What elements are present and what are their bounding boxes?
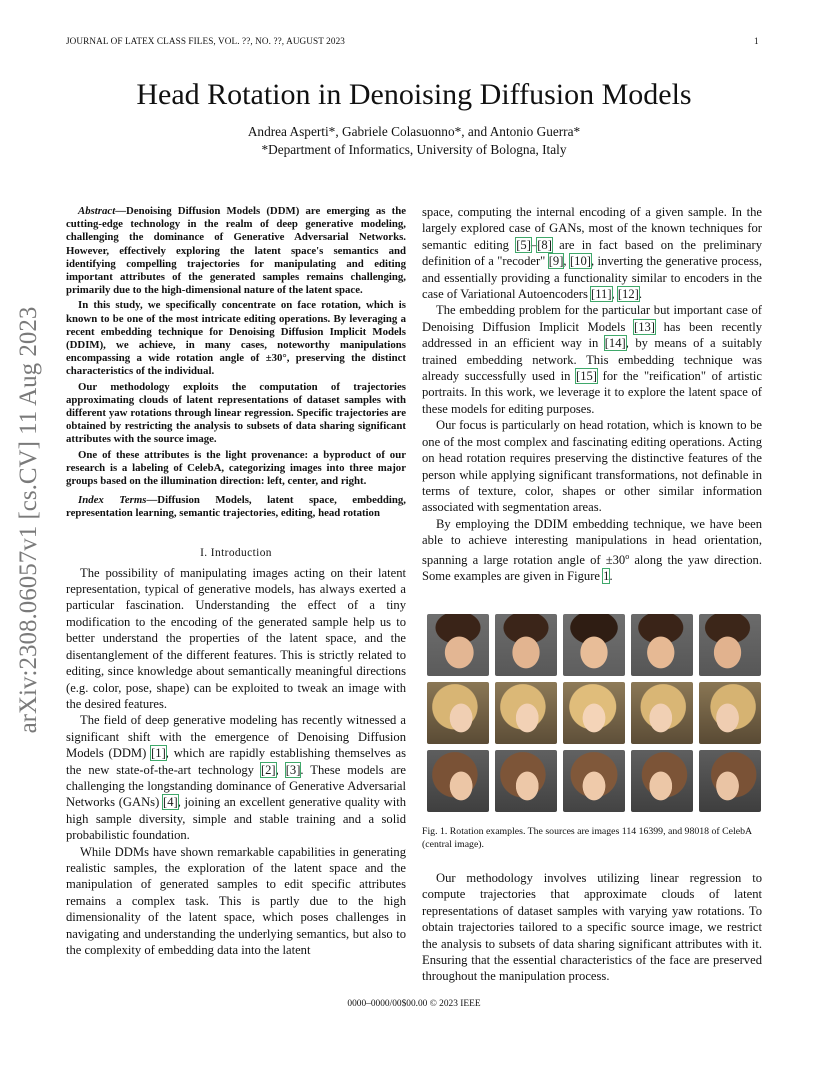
running-header: JOURNAL OF LATEX CLASS FILES, VOL. ??, NO. ??, AUGUST 2023 — [66, 36, 345, 46]
text-span: , joining an excellent generative quality with high sample diversity, simple and stable training and a solid probabilistic foundation. — [66, 795, 407, 843]
face-image-row1-col1 — [427, 614, 489, 676]
intro-paragraph-3: While DDMs have shown remarkable capabilities in generating realistic samples, the exploration of the latent space and the manipulation of generated samples to edit specific attributes remains a complex task. This is partly due to the high dimensionality of the latent space, which poses challenges in navigating and understanding the underlying semantics, but also to the complexity of embedding data into the latent — [66, 844, 406, 958]
text-span: The embedding problem for the particular but important case of Denoising Diffusion Implicit Models — [422, 303, 762, 334]
face-image-row1-col2 — [495, 614, 557, 676]
figure-link[interactable]: 1 — [603, 569, 610, 584]
index-terms — [66, 494, 406, 520]
text-span: along the yaw direction. Some examples are given in Figure — [422, 552, 762, 584]
citation-link[interactable]: [2] — [260, 762, 276, 777]
text-span: , — [563, 254, 570, 269]
right-column-lower — [422, 870, 762, 985]
text-span: for the "reification" of artistic portraits. In this work, we leverage it to explore the latent space of these models for editing purposes. — [422, 369, 762, 416]
abstract-paragraph-4: One of these attributes is the light provenance: a byproduct of our research is a labeling of CelebA, categorizing images into three major groups based on the illumination direction: left, center, and right. — [66, 448, 406, 488]
text-span: , by means of a suitably trained embedding network. This embedding technique was already successfully used in — [422, 336, 762, 384]
abstract-paragraph-3: Our methodology exploits the computation of trajectories approximating clouds of latent representations of dataset samples with different yaw rotations through linear regression. Specific trajectories are obtained by restricting the analysis to subsets of data sharing significant attributes with the source image. — [66, 380, 406, 446]
face-image-row2-col3 — [563, 682, 625, 744]
right-paragraph-1 — [422, 204, 762, 302]
face-image-row2-col5 — [699, 682, 761, 744]
face-image-row2-col2 — [495, 682, 557, 744]
index-terms-text: —Diffusion Models, latent space, embedding, representation learning, semantic trajectories, editing, head rotation — [66, 494, 406, 520]
abstract-text-1: —Denoising Diffusion Models (DDM) are emerging as the cutting-edge technology in the realm of deep generative modeling, challenging the dominance of Generative Adversarial Networks. However, effectively exploring the latent space's semantics and identifying compelling trajectories for manipulating and editing important attributes of the generated samples remains challenging, primarily due to the high-dimensional nature of the latent space. — [66, 205, 406, 297]
abstract-paragraph-2: In this study, we specifically concentrate on face rotation, which is known to be one of the most intricate editing operations. By leveraging a recent embedding technique for Denoising Diffusion Implicit Models (DDIM), we achieve, in many cases, noteworthy manipulations encompassing a wide rotation angle of ±30°, preserving the distinct characteristics of the individual. — [66, 299, 406, 378]
text-span: By employing the DDIM embedding technique, we have been able to achieve interesting manipulations in head orientation, spanning a large rotation angle of ±30 — [422, 516, 762, 567]
citation-link[interactable]: [10] — [569, 254, 591, 269]
text-span: The field of deep generative modeling has recently witnessed a significant shift with the emergence of Denoising Diffusion Models (DDM) — [66, 713, 406, 761]
text-span: space, computing the internal encoding of a given sample. In the largely explored case of GANs, most of the known techniques for semantic editing — [422, 205, 762, 252]
text-span: , — [611, 287, 618, 302]
citation-link[interactable]: [8] — [537, 237, 552, 252]
text-span: has been recently addressed in an efficient way in — [422, 319, 762, 351]
text-span: . — [638, 287, 642, 302]
text-span: . These models are challenging the longstanding dominance of Generative Adversarial Networks (GANs) — [66, 762, 406, 810]
right-column — [422, 204, 762, 585]
citation-link[interactable]: [4] — [163, 795, 178, 810]
face-image-row1-col5 — [699, 614, 761, 676]
page-number: 1 — [754, 36, 759, 46]
citation-link[interactable]: [9] — [548, 254, 564, 269]
text-span: . — [609, 569, 613, 584]
copyright-footer: 0000–0000/00$00.00 © 2023 IEEE — [347, 999, 481, 1009]
section-heading-introduction: I. Introduction — [200, 546, 272, 559]
arxiv-id-text: arXiv:2308.06057v1 [cs.CV] 11 Aug 2023 — [15, 306, 42, 734]
degree-superscript: o — [625, 551, 630, 561]
author-list: Andrea Asperti*, Gabriele Colasuonno*, and Antonio Guerra* — [247, 124, 581, 139]
text-span: , inverting the generative process, and essentially providing a functionality similar to encoders in the case of Variational Autoencoders — [422, 254, 762, 302]
face-image-row3-col5 — [699, 750, 761, 812]
face-image-row1-col3 — [563, 614, 625, 676]
paper-title: Head Rotation in Denoising Diffusion Models — [136, 78, 692, 111]
face-image-row3-col2 — [495, 750, 557, 812]
right-paragraph-3: Our focus is particularly on head rotation, which is known to be one of the most complex and fascinating editing operations. Acting on head rotation requires preserving the distinctive features of the person while applying significant transformations, not definable in terms of texture, color, shapes or other similar information associated with segmentation areas. — [422, 418, 762, 515]
abstract-label: Abstract — [78, 205, 116, 217]
face-image-row2-col4 — [631, 682, 693, 744]
right-paragraph-2 — [422, 302, 762, 417]
face-image-row2-col1 — [427, 682, 489, 744]
citation-link[interactable]: [11] — [591, 287, 612, 302]
face-image-row3-col1 — [427, 750, 489, 812]
intro-paragraph-1: The possibility of manipulating images acting on their latent representation, typical of generative models, has always exerted a particular fascination. Understanding the effect of a tiny modification to the encoding of the generated sample help us to better understand the properties of the latent space, and the disentanglement of the different features. This is strictly related to editing, since knowledge about semantically meaningful directions (e.g. color, pose, shape) can be exploited to tweak an image with the desired features. — [66, 565, 406, 711]
citation-link[interactable]: [1] — [151, 746, 166, 761]
citation-link[interactable]: [3] — [285, 762, 301, 777]
face-image-row1-col4 — [631, 614, 693, 676]
citation-link[interactable]: [15] — [576, 369, 597, 384]
face-image-row3-col3 — [563, 750, 625, 812]
citation-link[interactable]: [5] — [516, 237, 531, 252]
text-span: – — [530, 237, 538, 252]
figure-1-image-grid — [427, 614, 761, 812]
abstract-paragraph-1 — [66, 205, 406, 297]
citation-link[interactable]: [13] — [634, 319, 655, 334]
left-column — [66, 205, 406, 958]
text-span: , which are rapidly establishing themselves as the new state-of-the-art technology — [66, 746, 406, 777]
face-image-row3-col4 — [631, 750, 693, 812]
citation-link[interactable]: [14] — [604, 336, 626, 351]
right-paragraph-4 — [422, 516, 762, 585]
intro-paragraph-2 — [66, 712, 406, 843]
affiliation: *Department of Informatics, University of Bologna, Italy — [261, 142, 567, 157]
figure-caption: Fig. 1. Rotation examples. The sources are images 114 16399, and 98018 of CelebA (central image). — [422, 826, 752, 850]
index-terms-label: Index Terms — [78, 494, 147, 507]
text-span: , — [275, 762, 286, 777]
arxiv-stamp — [14, 280, 44, 760]
text-span: are in fact based on the preliminary definition of a "recoder" — [422, 237, 762, 269]
right-paragraph-5: Our methodology involves utilizing linear regression to compute trajectories that approximate clouds of latent representations of dataset samples with varying yaw rotations. To obtain trajectories tailored to a specific source image, we restrict the analysis to subsets of data sharing significant attributes with it. Ensuring that the essential characteristics of the face are preserved throughout the manipulation process. — [422, 871, 762, 984]
citation-link[interactable]: [12] — [617, 287, 639, 302]
